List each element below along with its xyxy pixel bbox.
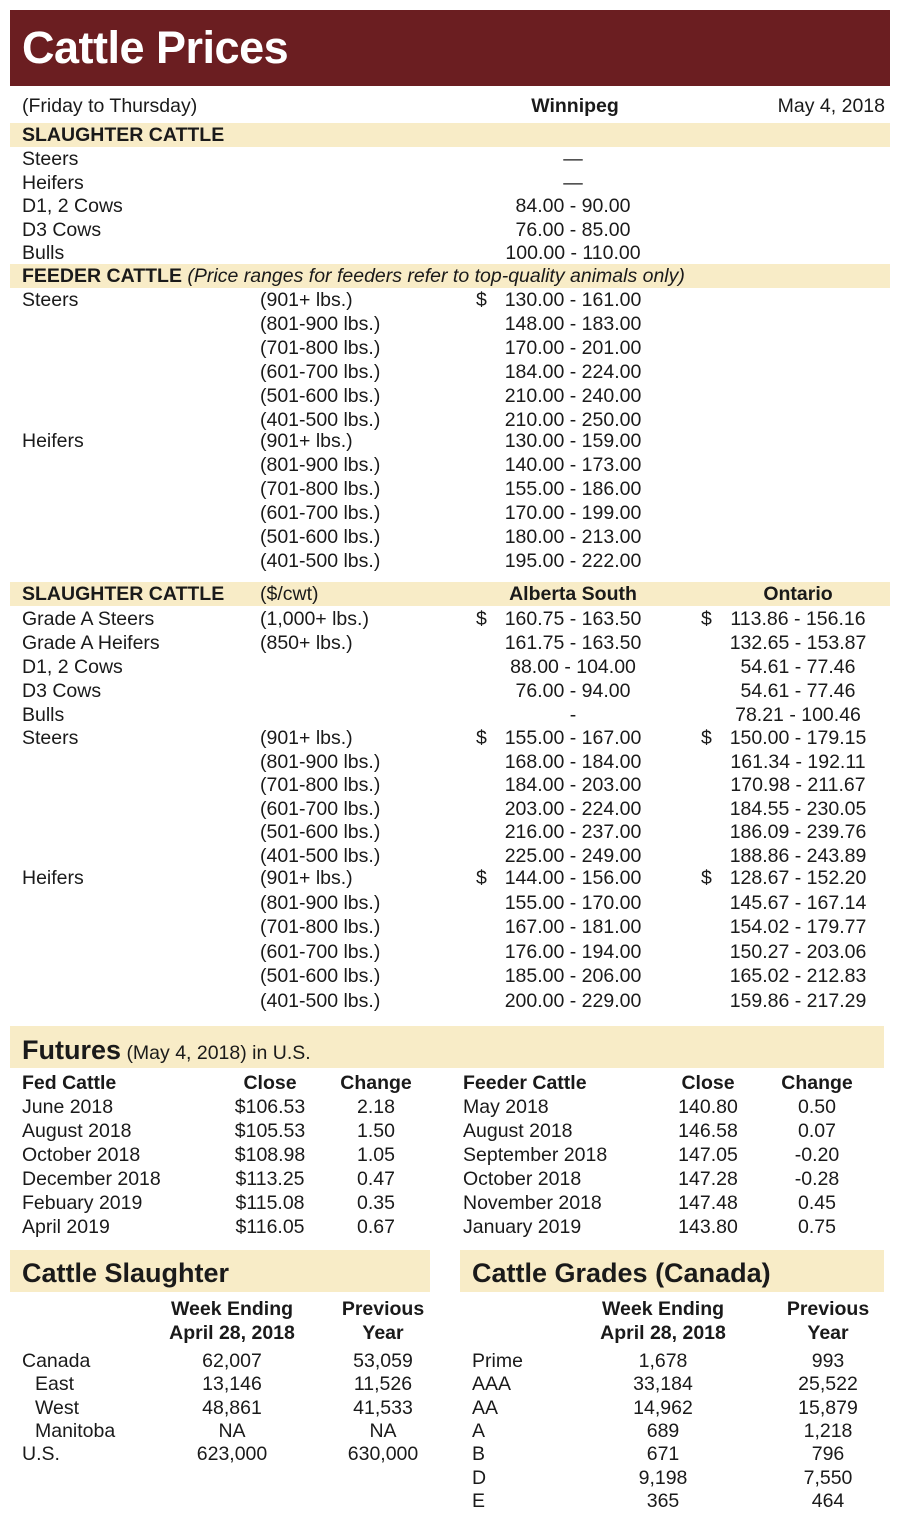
grade-prev: 993 xyxy=(811,1350,845,1372)
fed-month: Febuary 2019 xyxy=(22,1192,143,1214)
row-label: Grade A Steers xyxy=(22,608,155,630)
grade-label: A xyxy=(472,1419,486,1442)
feeder-close-header: Close xyxy=(681,1072,735,1094)
dollar-sign: $ xyxy=(701,867,712,889)
fed-close: $116.05 xyxy=(235,1216,305,1238)
ontario-price: 113.86 - 156.16 xyxy=(730,608,866,630)
fed-month: April 2019 xyxy=(22,1216,110,1238)
slaughter-region: East xyxy=(35,1373,75,1396)
fed-cattle-heading: Fed Cattle xyxy=(22,1072,117,1094)
weight-class: (801-900 lbs.) xyxy=(260,454,381,476)
slaughter-week: 48,861 xyxy=(202,1396,262,1419)
feeder-note: (Price ranges for feeders refer to top-quality animals only) xyxy=(187,265,685,287)
row-label: Steers xyxy=(22,148,79,170)
weight-class: (701-800 lbs.) xyxy=(260,478,381,500)
grades-prev-header-1: Previous xyxy=(786,1298,870,1320)
slaughter-prev-header-2: Year xyxy=(362,1322,404,1344)
price-range: 84.00 - 90.00 xyxy=(515,195,631,217)
feeder-change: 0.07 xyxy=(798,1120,836,1142)
price-range: 184.00 - 224.00 xyxy=(504,361,642,383)
alberta-price: 167.00 - 181.00 xyxy=(504,916,642,939)
weight-class: (601-700 lbs.) xyxy=(260,502,381,524)
alberta-price: 155.00 - 170.00 xyxy=(504,891,642,914)
fed-close: $106.53 xyxy=(234,1096,306,1118)
alberta-price: 88.00 - 104.00 xyxy=(510,656,636,678)
feeder-change: -0.28 xyxy=(794,1168,840,1190)
row-label: Steers xyxy=(22,727,79,749)
feeder-change: 0.45 xyxy=(798,1192,836,1214)
ontario-price: 154.02 - 179.77 xyxy=(729,916,867,939)
slaughter-prev: NA xyxy=(369,1419,397,1442)
price-range: 170.00 - 201.00 xyxy=(504,337,642,359)
weight-class: (901+ lbs.) xyxy=(260,430,353,452)
feeder-close: 147.28 xyxy=(678,1168,738,1190)
grade-week: 9,198 xyxy=(638,1466,688,1489)
feeder-change: 0.50 xyxy=(798,1096,836,1118)
weight-class: (501-600 lbs.) xyxy=(260,821,381,844)
alberta-price: - xyxy=(569,704,577,726)
feeder-close: 147.05 xyxy=(678,1144,738,1166)
slaughter-prev: 630,000 xyxy=(347,1443,419,1466)
ontario-price: 188.86 - 243.89 xyxy=(729,845,867,867)
grade-week: 33,184 xyxy=(633,1373,693,1396)
fed-change: 0.67 xyxy=(357,1216,395,1238)
dollar-sign: $ xyxy=(476,727,487,749)
alberta-price: 225.00 - 249.00 xyxy=(504,845,642,867)
ontario-price: 170.98 - 211.67 xyxy=(730,774,866,797)
weight-class: (401-500 lbs.) xyxy=(260,845,381,867)
grade-week: 689 xyxy=(646,1419,680,1442)
feeder-month: September 2018 xyxy=(463,1144,608,1166)
slaughter-prev: 41,533 xyxy=(353,1396,413,1419)
alberta-price: 76.00 - 94.00 xyxy=(515,680,631,702)
weight-class: (501-600 lbs.) xyxy=(260,385,381,407)
slaughter-region: U.S. xyxy=(22,1443,60,1466)
price-range: 76.00 - 85.00 xyxy=(515,218,631,241)
dollar-sign: $ xyxy=(476,289,487,311)
alberta-price: 160.75 - 163.50 xyxy=(504,608,642,630)
feeder-close: 143.80 xyxy=(678,1216,738,1238)
grade-prev: 7,550 xyxy=(803,1466,853,1489)
winnipeg-slaughter-heading: SLAUGHTER CATTLE xyxy=(22,124,225,146)
alberta-price: 155.00 - 167.00 xyxy=(504,727,642,749)
grade-prev: 25,522 xyxy=(798,1373,858,1396)
slaughter-region: Manitoba xyxy=(35,1419,116,1442)
weight-class: (501-600 lbs.) xyxy=(260,526,381,548)
fed-change: 0.35 xyxy=(357,1192,395,1214)
weight-class: (850+ lbs.) xyxy=(260,632,353,654)
alberta-price: 176.00 - 194.00 xyxy=(504,940,642,963)
grade-label: E xyxy=(472,1489,486,1512)
weight-class: (901+ lbs.) xyxy=(260,727,353,749)
weight-class: (701-800 lbs.) xyxy=(260,337,381,359)
slaughter-week-header-2: April 28, 2018 xyxy=(169,1322,295,1344)
fed-month: August 2018 xyxy=(22,1120,132,1142)
row-label: D3 Cows xyxy=(22,680,102,702)
weight-class: (1,000+ lbs.) xyxy=(260,608,369,630)
dollar-sign: $ xyxy=(476,608,487,630)
slaughter-week: 623,000 xyxy=(196,1443,268,1466)
weight-class: (801-900 lbs.) xyxy=(260,313,381,335)
ontario-price: 78.21 - 100.46 xyxy=(735,704,861,726)
price-range: 155.00 - 186.00 xyxy=(504,478,642,500)
weight-class: (701-800 lbs.) xyxy=(260,774,381,797)
price-range: 210.00 - 240.00 xyxy=(504,385,642,407)
weight-class: (401-500 lbs.) xyxy=(260,550,381,572)
weight-class: (601-700 lbs.) xyxy=(260,361,381,383)
row-label: D1, 2 Cows xyxy=(22,656,123,678)
price-range: — xyxy=(563,171,583,194)
fed-close-header: Close xyxy=(243,1072,297,1094)
row-label: Heifers xyxy=(22,867,84,889)
futures-title: Futures xyxy=(22,1035,122,1065)
grade-label: AA xyxy=(472,1396,499,1419)
feeder-close: 146.58 xyxy=(678,1120,738,1142)
slaughter-week: NA xyxy=(218,1419,246,1442)
slaughter-region: West xyxy=(35,1396,80,1419)
page-title: Cattle Prices xyxy=(22,22,289,73)
weight-class: (801-900 lbs.) xyxy=(260,750,381,773)
fed-close: $113.25 xyxy=(235,1168,305,1190)
alberta-price: 144.00 - 156.00 xyxy=(504,867,642,889)
fed-close: $105.53 xyxy=(234,1120,306,1142)
feeder-month: May 2018 xyxy=(463,1096,549,1118)
ontario-price: 128.67 - 152.20 xyxy=(729,867,867,889)
fed-month: June 2018 xyxy=(22,1096,114,1118)
ontario-price: 184.55 - 230.05 xyxy=(729,797,867,820)
ontario-price: 161.34 - 192.11 xyxy=(730,750,866,773)
feeder-change: 0.75 xyxy=(798,1216,836,1238)
slaughter-prev-header-1: Previous xyxy=(341,1298,425,1320)
grade-week: 14,962 xyxy=(633,1396,693,1419)
feeder-close: 147.48 xyxy=(678,1192,738,1214)
grades-week-header-2: April 28, 2018 xyxy=(600,1322,726,1344)
row-label: D1, 2 Cows xyxy=(22,195,123,217)
slaughter-week: 62,007 xyxy=(202,1350,262,1372)
feeder-change-header: Change xyxy=(781,1072,853,1094)
feeder-change: -0.20 xyxy=(794,1144,840,1166)
alberta-price: 200.00 - 229.00 xyxy=(504,990,642,1012)
row-label: D3 Cows xyxy=(22,218,102,241)
dollar-sign: $ xyxy=(476,867,487,889)
grade-label: B xyxy=(472,1443,486,1466)
ontario-header: Ontario xyxy=(763,583,833,605)
fed-change: 2.18 xyxy=(357,1096,395,1118)
dollar-sign: $ xyxy=(701,727,712,749)
alberta-price: 161.75 - 163.50 xyxy=(504,632,642,654)
location-label: Winnipeg xyxy=(531,95,619,117)
fed-close: $115.08 xyxy=(235,1192,305,1214)
alberta-south-header: Alberta South xyxy=(509,583,637,605)
dollar-sign: $ xyxy=(701,608,712,630)
fed-change-header: Change xyxy=(340,1072,412,1094)
futures-title-line xyxy=(22,1034,311,1066)
ontario-price: 54.61 - 77.46 xyxy=(740,656,856,678)
row-label: Heifers xyxy=(22,171,84,194)
feeder-month: August 2018 xyxy=(463,1120,573,1142)
row-label: Grade A Heifers xyxy=(22,632,160,654)
alberta-price: 185.00 - 206.00 xyxy=(504,965,642,988)
provinces-unit: ($/cwt) xyxy=(260,583,319,605)
alberta-price: 184.00 - 203.00 xyxy=(504,774,642,797)
ontario-price: 150.00 - 179.15 xyxy=(729,727,867,749)
price-range: 195.00 - 222.00 xyxy=(504,550,642,572)
feeder-month: January 2019 xyxy=(463,1216,582,1238)
fed-change: 0.47 xyxy=(357,1168,395,1190)
weight-class: (601-700 lbs.) xyxy=(260,940,381,963)
ontario-price: 186.09 - 239.76 xyxy=(729,821,867,844)
fed-close: $108.98 xyxy=(234,1144,306,1166)
grade-prev: 796 xyxy=(811,1443,845,1466)
fed-change: 1.50 xyxy=(357,1120,395,1142)
weight-class: (601-700 lbs.) xyxy=(260,797,381,820)
grade-prev: 464 xyxy=(811,1489,845,1512)
grade-label: D xyxy=(472,1466,487,1489)
futures-subtitle: (May 4, 2018) in U.S. xyxy=(126,1042,311,1064)
grades-week-header-1: Week Ending xyxy=(601,1298,725,1320)
price-range: 148.00 - 183.00 xyxy=(504,313,642,335)
weight-class: (401-500 lbs.) xyxy=(260,409,381,431)
fed-month: October 2018 xyxy=(22,1144,141,1166)
feeder-close: 140.80 xyxy=(678,1096,738,1118)
feeder-month: October 2018 xyxy=(463,1168,582,1190)
price-range: 180.00 - 213.00 xyxy=(504,526,642,548)
grade-prev: 15,879 xyxy=(798,1396,858,1419)
slaughter-title: Cattle Slaughter xyxy=(22,1258,230,1288)
grade-week: 671 xyxy=(646,1443,680,1466)
period-label: (Friday to Thursday) xyxy=(22,95,198,117)
price-range: 210.00 - 250.00 xyxy=(504,409,642,431)
price-range: 140.00 - 173.00 xyxy=(504,454,642,476)
grade-week: 1,678 xyxy=(638,1350,688,1372)
row-label: Steers xyxy=(22,289,79,311)
ontario-price: 145.67 - 167.14 xyxy=(729,891,867,914)
price-range: 100.00 - 110.00 xyxy=(505,242,641,264)
feeder-heading: FEEDER CATTLE xyxy=(22,265,182,287)
alberta-price: 168.00 - 184.00 xyxy=(504,750,642,773)
row-label: Bulls xyxy=(22,242,65,264)
feeder-cattle-heading: Feeder Cattle xyxy=(463,1072,587,1094)
grades-prev-header-2: Year xyxy=(807,1322,849,1344)
feeder-heading-line xyxy=(22,264,685,288)
price-range: 170.00 - 199.00 xyxy=(504,502,642,524)
ontario-price: 165.02 - 212.83 xyxy=(729,965,867,988)
row-label: Bulls xyxy=(22,704,65,726)
slaughter-week: 13,146 xyxy=(202,1373,262,1396)
weight-class: (401-500 lbs.) xyxy=(260,990,381,1012)
grade-prev: 1,218 xyxy=(803,1419,853,1442)
grade-label: Prime xyxy=(472,1350,523,1372)
fed-month: December 2018 xyxy=(22,1168,161,1190)
weight-class: (501-600 lbs.) xyxy=(260,965,381,988)
slaughter-prev: 11,526 xyxy=(353,1373,413,1396)
slaughter-region: Canada xyxy=(22,1350,91,1372)
report-date: May 4, 2018 xyxy=(777,95,885,117)
provinces-heading: SLAUGHTER CATTLE xyxy=(22,583,225,605)
price-range: 130.00 - 159.00 xyxy=(504,430,642,452)
weight-class: (801-900 lbs.) xyxy=(260,891,381,914)
weight-class: (701-800 lbs.) xyxy=(260,916,381,939)
grades-title: Cattle Grades (Canada) xyxy=(472,1258,771,1288)
alberta-price: 216.00 - 237.00 xyxy=(504,821,642,844)
ontario-price: 159.86 - 217.29 xyxy=(729,990,867,1012)
ontario-price: 150.27 - 203.06 xyxy=(729,940,867,963)
price-range: 130.00 - 161.00 xyxy=(504,289,642,311)
fed-change: 1.05 xyxy=(357,1144,395,1166)
row-label: Heifers xyxy=(22,430,84,452)
grade-label: AAA xyxy=(472,1373,512,1396)
feeder-month: November 2018 xyxy=(463,1192,602,1214)
title-bar xyxy=(10,10,890,86)
ontario-price: 132.65 - 153.87 xyxy=(729,632,867,654)
ontario-price: 54.61 - 77.46 xyxy=(740,680,856,702)
price-range: — xyxy=(563,148,583,170)
grade-week: 365 xyxy=(646,1489,680,1512)
alberta-price: 203.00 - 224.00 xyxy=(504,797,642,820)
weight-class: (901+ lbs.) xyxy=(260,289,353,311)
weight-class: (901+ lbs.) xyxy=(260,867,353,889)
slaughter-prev: 53,059 xyxy=(353,1350,413,1372)
slaughter-week-header-1: Week Ending xyxy=(170,1298,294,1320)
